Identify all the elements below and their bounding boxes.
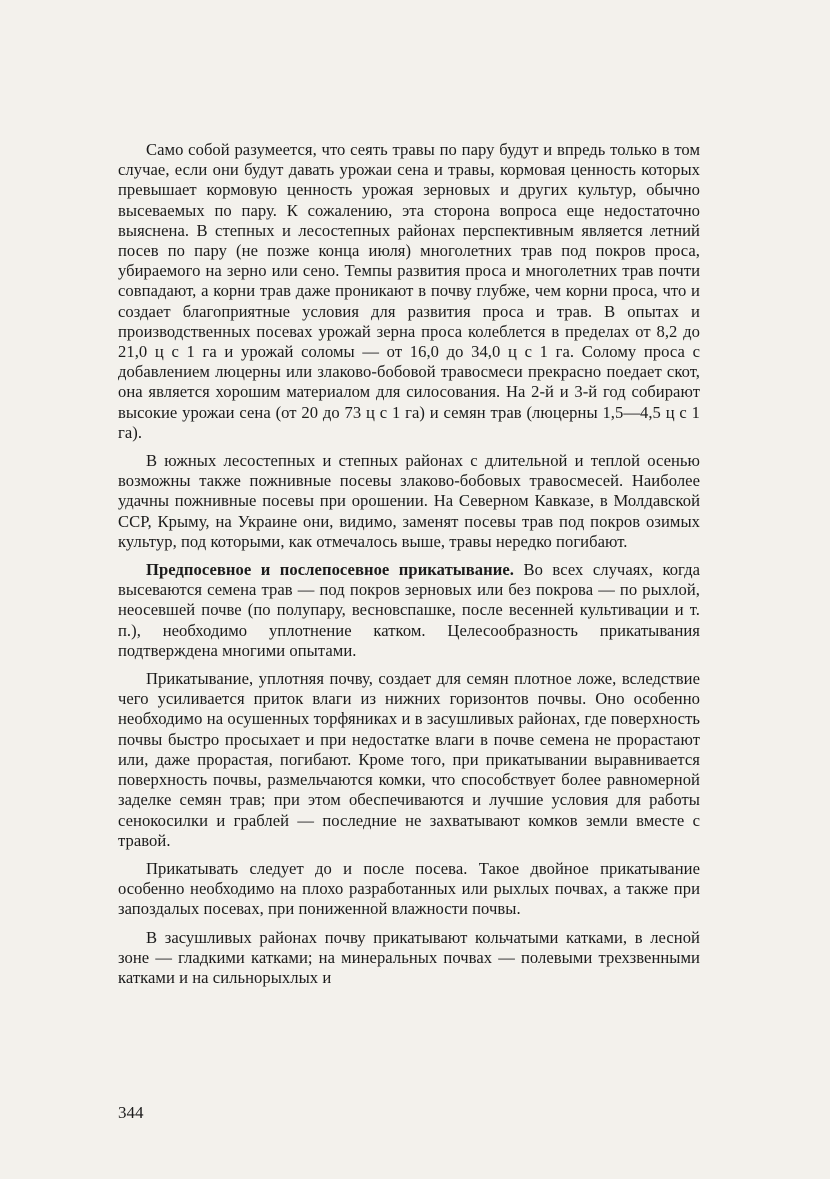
paragraph-5 (118, 859, 700, 920)
paragraph-4 (118, 669, 700, 851)
paragraph-2 (118, 451, 700, 552)
paragraph-2-text: В южных лесостепных и степных районах с длительной и теплой осенью возможны также пожнивные посевы злаково-бобовых травосмесей. Наиболее удачны пожнивные посевы при орошении. На Северном Кавказе, в Молдавской ССР, Крыму, на Украине они, видимо, заменят посевы трав под покров озимых культур, под которыми, как отмечалось выше, травы нередко погибают. (118, 451, 700, 551)
page-number: 344 (118, 1103, 144, 1122)
paragraph-6-text: В засушливых районах почву прикатывают кольчатыми катками, в лесной зоне — гладкими катками; на минеральных почвах — полевыми трехзвенными катками и на сильнорыхлых и (118, 927, 700, 987)
paragraph-1-text: Само собой разумеется, что сеять травы по пару будут и впредь только в том случае, если они будут давать урожаи сена и травы, кормовая ценность которых превышает кормовую ценность урожая зерновых и других культур, обычно высеваемых по пару. К сожалению, эта сторона вопроса еще недостаточно выяснена. В степных и лесостепных районах перспективным является летний посев по пару (не позже конца июля) многолетних трав под покров проса, убираемого на зерно или сено. Темпы развития проса и многолетних трав почти совпадают, а корни трав даже проникают в почву глубже, чем корни проса, что и создает благоприятные условия для развития проса и трав. В опытах и производственных посевах урожай зерна проса колеблется в пределах от 8,2 до 21,0 ц с 1 га и урожай соломы — от 16,0 до 34,0 ц с 1 га. Солому проса с добавлением люцерны или злаково-бобовой травосмеси прекрасно поедает скот, она является хорошим материалом для силосования. На 2-й и 3-й год собирают высокие урожаи сена (от 20 до 73 ц с 1 га) и семян трав (люцерны 1,5—4,5 ц с 1 га). (118, 140, 700, 442)
paragraph-4-text: Прикатывание, уплотняя почву, создает для семян плотное ложе, вследствие чего усиливается приток влаги из нижних горизонтов почвы. Оно особенно необходимо на осушенных торфяниках и в засушливых районах, где поверхность почвы быстро просыхает и при недостатке влаги в почве семена не прорастают или, даже прорастая, погибают. Кроме того, при прикатывании выравнивается поверхность почвы, размельчаются комки, что способствует более равномерной заделке семян трав; при этом обеспечиваются и лучшие условия для работы сенокосилки и граблей — последние не захватывают комков земли вместе с травой. (118, 669, 700, 850)
page-body (118, 140, 700, 1125)
section-heading: Предпосевное и послепосевное прикатывание. (146, 560, 514, 580)
paragraph-3-text: Во всех случаях, когда высеваются семена трав — под покров зерновых или без покрова — по рыхлой, неосевшей почве (по полупару, весновспашке, после весенней культивации и т. п.), необходимо уплотнение катком. Целесообразность прикатывания подтверждена многими опытами. (118, 560, 700, 660)
paragraph-6 (118, 928, 700, 989)
paragraph-1 (118, 140, 700, 443)
paragraph-3 (118, 560, 700, 661)
paragraph-5-text: Прикатывать следует до и после посева. Такое двойное прикатывание особенно необходимо на плохо разработанных или рыхлых почвах, а также при запоздалых посевах, при пониженной влажности почвы. (118, 858, 700, 919)
